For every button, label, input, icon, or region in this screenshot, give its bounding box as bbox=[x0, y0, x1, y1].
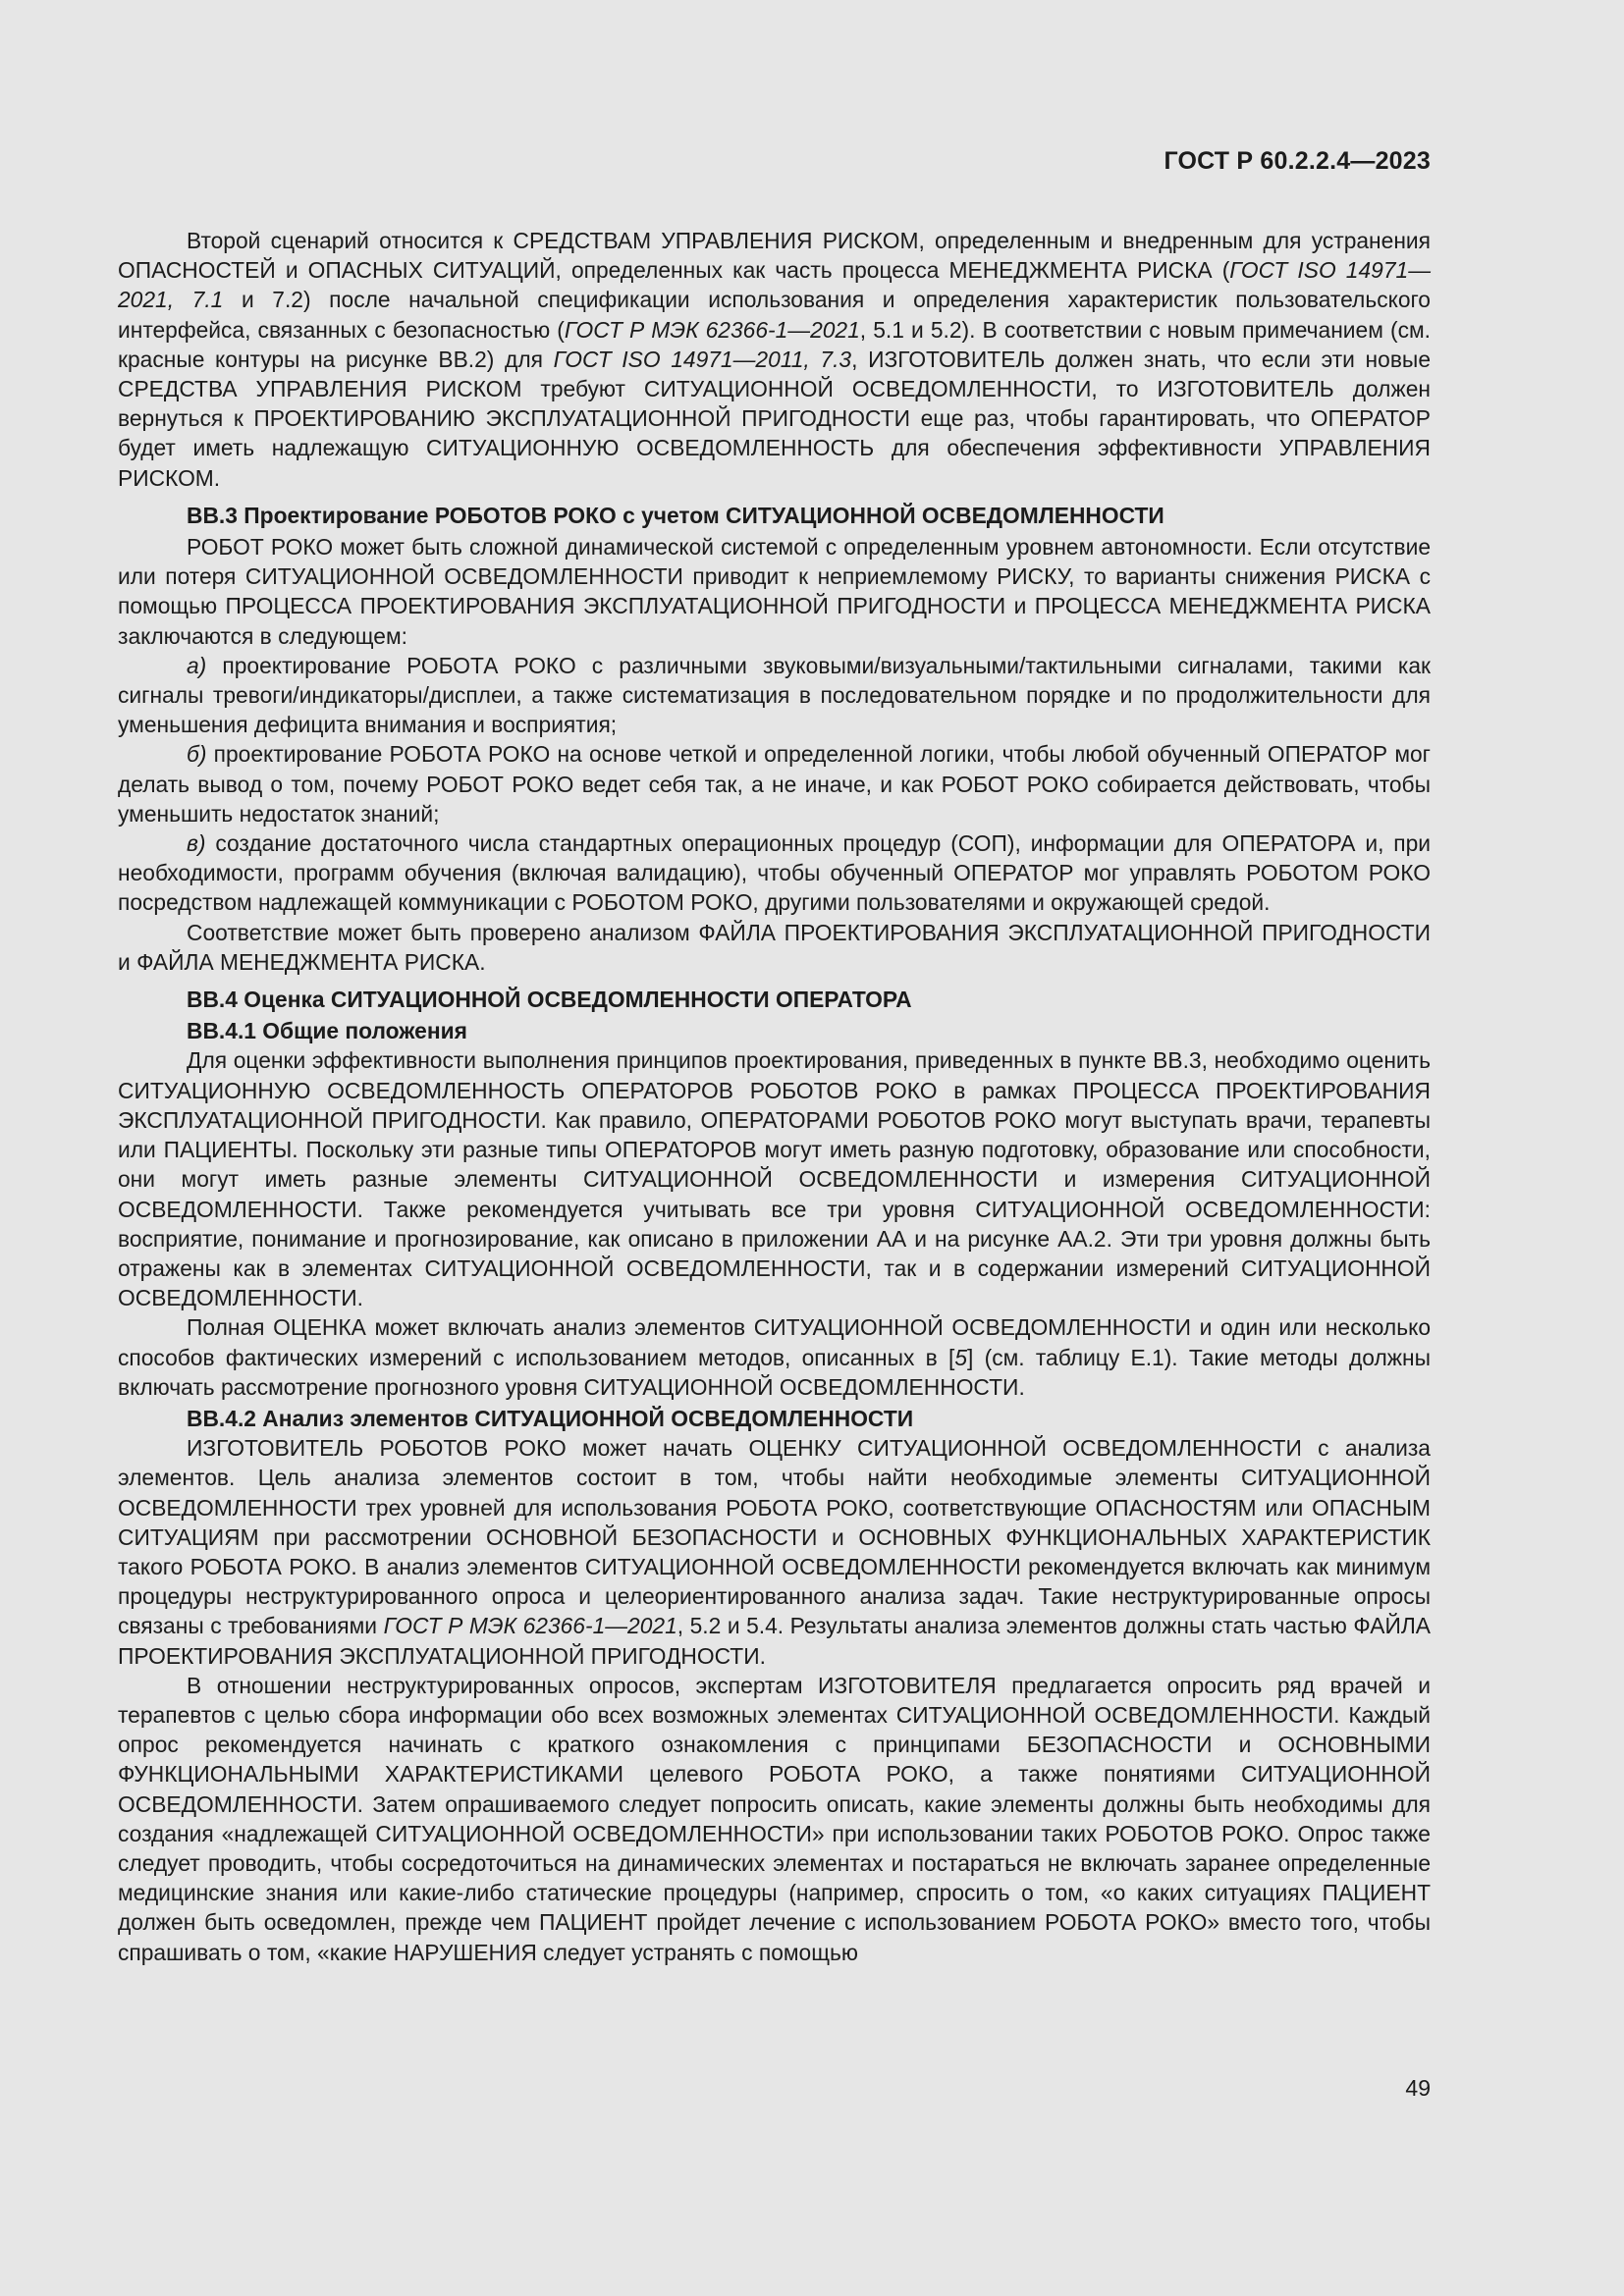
paragraph-bb4-2-analysis bbox=[118, 1433, 1431, 1671]
list-item-v bbox=[118, 828, 1431, 918]
list-item-text: проектирование РОБОТА РОКО с различными звуковыми/визуальными/тактильными сигналами, такими как сигналы тревоги/индикаторы/дисплеи, а также систематизация в последовательном порядке и по продолжительности для уменьшения дефицита внимания и восприятия; bbox=[118, 652, 1431, 738]
text-run: Второй сценарий относится к СРЕДСТВАМ УПРАВЛЕНИЯ РИСКОМ, определенным и внедренным для устранения ОПАСНОСТЕЙ и ОПАСНЫХ СИТУАЦИЙ, определенных как часть процесса МЕНЕДЖМЕНТА РИСКА ( bbox=[118, 228, 1431, 284]
text-run: , ИЗГОТОВИТЕЛЬ должен знать, что если эти новые СРЕДСТВА УПРАВЛЕНИЯ РИСКОМ требуют СИТУАЦИОННОЙ ОСВЕДОМЛЕННОСТИ, то ИЗГОТОВИТЕЛЬ должен вернуться к ПРОЕКТИРОВАНИЮ ЭКСПЛУАТАЦИОННОЙ ПРИГОДНОСТИ еще раз, чтобы гарантировать, что ОПЕРАТОР будет иметь надлежащую СИТУАЦИОННУЮ ОСВЕДОМЛЕННОСТЬ для обеспечения эффективности УПРАВЛЕНИЯ РИСКОМ. bbox=[118, 346, 1432, 491]
section-heading-bb3: ВВ.3 Проектирование РОБОТОВ РОКО с учетом СИТУАЦИОННОЙ ОСВЕДОМЛЕННОСТИ bbox=[187, 502, 1164, 528]
paragraph-second-scenario bbox=[118, 226, 1431, 493]
text-run: ] (см. таблицу Е.1). Такие методы должны включать рассмотрение прогнозного уровня СИТУАЦИОННОЙ ОСВЕДОМЛЕННОСТИ. bbox=[118, 1344, 1431, 1400]
standard-id: ГОСТ Р 60.2.2.4—2023 bbox=[1164, 147, 1431, 175]
page-number: 49 bbox=[1405, 2075, 1431, 2101]
reference-italic: ГОСТ Р МЭК 62366-1—2021 bbox=[564, 316, 860, 343]
paragraph-bb4-1-full-assessment bbox=[118, 1312, 1431, 1402]
list-marker: в) bbox=[187, 830, 206, 857]
reference-italic: ГОСТ ISO 14971—2011, 7.3 bbox=[553, 346, 852, 372]
subsection-heading-bb4-1: ВВ.4.1 Общие положения bbox=[187, 1018, 467, 1044]
paragraph-bb4-1-general: Для оценки эффективности выполнения принципов проектирования, приведенных в пункте ВВ.3, необходимо оценить СИТУАЦИОННУЮ ОСВЕДОМЛЕННОСТЬ ОПЕРАТОРОВ РОБОТОВ РОКО в рамках ПРОЦЕССА ПРОЕКТИРОВАНИЯ ЭКСПЛУАТАЦИОННОЙ ПРИГОДНОСТИ. Как правило, ОПЕРАТОРАМИ РОБОТОВ РОКО могут выступать врачи, терапевты или ПАЦИЕНТЫ. Поскольку эти разные типы ОПЕРАТОРОВ могут иметь разную подготовку, образование или способности, они могут иметь разные элементы СИТУАЦИОННОЙ ОСВЕДОМЛЕННОСТИ и измерения СИТУАЦИОННОЙ ОСВЕДОМЛЕННОСТИ. Также рекомендуется учитывать все три уровня СИТУАЦИОННОЙ ОСВЕДОМЛЕННОСТИ: восприятие, понимание и прогнозирование, как описано в приложении АА и на рисунке АА.2. Эти три уровня должны быть отражены как в элементах СИТУАЦИОННОЙ ОСВЕДОМЛЕННОСТИ, так и в содержании измерений СИТУАЦИОННОЙ ОСВЕДОМЛЕННОСТИ. bbox=[118, 1047, 1431, 1311]
bibliography-reference: 5 bbox=[954, 1344, 968, 1370]
list-marker: а) bbox=[187, 652, 207, 678]
list-item-text: создание достаточного числа стандартных операционных процедур (СОП), информации для ОПЕРАТОРА и, при необходимости, программ обучения (включая валидацию), чтобы обученный ОПЕРАТОР мог управлять РОБОТОМ РОКО посредством надлежащей коммуникации с РОБОТОМ РОКО, другими пользователями и окружающей средой. bbox=[118, 830, 1431, 916]
paragraph-conformance: Соответствие может быть проверено анализом ФАЙЛА ПРОЕКТИРОВАНИЯ ЭКСПЛУАТАЦИОННОЙ ПРИГОДНОСТИ и ФАЙЛА МЕНЕДЖМЕНТА РИСКА. bbox=[118, 919, 1431, 975]
paragraph-bb3-intro: РОБОТ РОКО может быть сложной динамической системой с определенным уровнем автономности. Если отсутствие или потеря СИТУАЦИОННОЙ ОСВЕДОМЛЕННОСТИ приводит к неприемлемому РИСКУ, то варианты снижения РИСКА с помощью ПРОЦЕССА ПРОЕКТИРОВАНИЯ ЭКСПЛУАТАЦИОННОЙ ПРИГОДНОСТИ и ПРОЦЕССА МЕНЕДЖМЕНТА РИСКА заключаются в следующем: bbox=[118, 534, 1431, 649]
text-run: , 5.2 и 5.4. Результаты анализа элементов должны стать частью ФАЙЛА ПРОЕКТИРОВАНИЯ ЭКСПЛУАТАЦИОННОЙ ПРИГОДНОСТИ. bbox=[118, 1613, 1431, 1669]
paragraph-bb4-2-surveys: В отношении неструктурированных опросов, экспертам ИЗГОТОВИТЕЛЯ предлагается опросить ряд врачей и терапевтов с целью сбора информации обо всех возможных элементах СИТУАЦИОННОЙ ОСВЕДОМЛЕННОСТИ. Каждый опрос рекомендуется начинать с краткого ознакомления с принципами БЕЗОПАСНОСТИ и ОСНОВНЫМИ ФУНКЦИОНАЛЬНЫМИ ХАРАКТЕРИСТИКАМИ целевого РОБОТА РОКО, а также понятиями СИТУАЦИОННОЙ ОСВЕДОМЛЕННОСТИ. Затем опрашиваемого следует попросить описать, какие элементы должны быть необходимы для создания «надлежащей СИТУАЦИОННОЙ ОСВЕДОМЛЕННОСТИ» при использовании таких РОБОТОВ РОКО. Опрос также следует проводить, чтобы сосредоточиться на динамических элементах и постараться не включать заранее определенные медицинские знания или какие-либо статические процедуры (например, спросить о том, «о каких ситуациях ПАЦИЕНТ должен быть осведомлен, прежде чем ПАЦИЕНТ пройдет лечение с использованием РОБОТА РОКО» вместо того, чтобы спрашивать о том, «какие НАРУШЕНИЯ следует устранять с помощью bbox=[118, 1672, 1431, 1965]
list-marker: б) bbox=[187, 741, 207, 768]
text-run: , 5.1 и 5.2). В соответствии с новым примечанием (см. красные контуры на рисунке ВВ.2) для bbox=[118, 316, 1431, 372]
text-run: Полная ОЦЕНКА может включать анализ элементов СИТУАЦИОННОЙ ОСВЕДОМЛЕННОСТИ и один или несколько способов фактических измерений с использованием методов, описанных в [ bbox=[118, 1314, 1431, 1370]
section-heading-bb4: ВВ.4 Оценка СИТУАЦИОННОЙ ОСВЕДОМЛЕННОСТИ ОПЕРАТОРА bbox=[187, 987, 912, 1013]
document-body bbox=[118, 226, 1431, 1967]
reference-italic: ГОСТ ISO 14971—2021, 7.1 bbox=[118, 257, 1431, 313]
subsection-heading-bb4-2: ВВ.4.2 Анализ элементов СИТУАЦИОННОЙ ОСВЕДОМЛЕННОСТИ bbox=[187, 1405, 914, 1431]
list-item-text: проектирование РОБОТА РОКО на основе четкой и определенной логики, чтобы любой обученный ОПЕРАТОР мог делать вывод о том, почему РОБОТ РОКО ведет себя так, а не иначе, и как РОБОТ РОКО собирается действовать, чтобы уменьшить недостаток знаний; bbox=[118, 741, 1431, 827]
text-run: и 7.2) после начальной спецификации использования и определения характеристик пользовательского интерфейса, связанных с безопасностью ( bbox=[118, 287, 1431, 343]
text-run: ИЗГОТОВИТЕЛЬ РОБОТОВ РОКО может начать ОЦЕНКУ СИТУАЦИОННОЙ ОСВЕДОМЛЕННОСТИ с анализа элементов. Цель анализа элементов состоит в том, чтобы найти необходимые элементы СИТУАЦИОННОЙ ОСВЕДОМЛЕННОСТИ трех уровней для использования РОБОТА РОКО, соответствующие ОПАСНОСТЯМ или ОПАСНЫМ СИТУАЦИЯМ при рассмотрении ОСНОВНОЙ БЕЗОПАСНОСТИ и ОСНОВНЫХ ФУНКЦИОНАЛЬНЫХ ХАРАКТЕРИСТИК такого РОБОТА РОКО. В анализ элементов СИТУАЦИОННОЙ ОСВЕДОМЛЕННОСТИ рекомендуется включать как минимум процедуры неструктурированного опроса и целеориентированного анализа задач. Такие неструктурированные опросы связаны с требованиями bbox=[118, 1435, 1431, 1639]
reference-italic: ГОСТ Р МЭК 62366-1—2021 bbox=[383, 1613, 677, 1639]
list-item-a bbox=[118, 651, 1431, 740]
list-item-b bbox=[118, 739, 1431, 828]
